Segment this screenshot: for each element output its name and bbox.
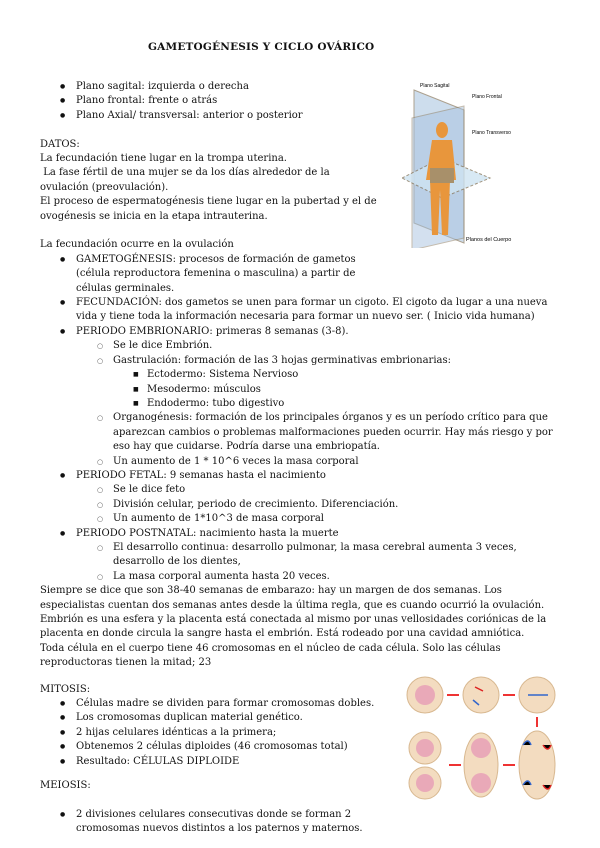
list-item: ● Plano sagital: izquierda o derecha (40, 80, 560, 94)
list-item: ○ Organogénesis: formación de los principales órganos y es un período crítico para que aparezcan cambios o problemas malformaciones pueden ocurrir. Hay más riesgo y por eso hay que cuidarse. Podría darse una embriopatía. (40, 411, 560, 454)
meiosis-heading: MEIOSIS: (40, 780, 91, 792)
list-item: ● 2 hijas celulares idénticas a la primera; (40, 726, 560, 740)
list-item: ● PERIODO EMBRIONARIO: primeras 8 semanas (3-8). (40, 325, 560, 339)
list-item: ● Resultado: CÉLULAS DIPLOIDE (40, 755, 560, 769)
list-item: ● Obtenemos 2 células diploides (46 cromosomas total) (40, 740, 560, 754)
datos-heading: DATOS: (40, 138, 80, 150)
paragraph: La fase fértil de una mujer se da los días alrededor de la ovulación (preovulación). (40, 167, 333, 193)
list-item: ● Plano frontal: frente o atrás (40, 94, 560, 108)
list-item: ○ Un aumento de 1 * 10^6 veces la masa corporal (40, 455, 560, 469)
list-item: ○ La masa corporal aumenta hasta 20 veces. (40, 570, 560, 584)
body-planes-figure (402, 78, 522, 248)
list-item: ● GAMETOGÉNESIS: procesos de formación de gametos (célula reproductora femenina o masculina) a partir de células germinales. (40, 253, 366, 296)
mitosis-heading: MITOSIS: (40, 683, 91, 695)
paragraph: La fecundación ocurre en la ovulación (40, 239, 234, 251)
mitosis-illustration (403, 675, 563, 803)
page-title: GAMETOGÉNESIS Y CICLO OVÁRICO (148, 41, 375, 53)
figure-caption: Planos del Cuerpo (466, 237, 512, 243)
list-item: ● FECUNDACIÓN: dos gametos se unen para formar un cigoto. El cigoto da lugar a una nueva vida y tiene toda la información necesaria para formar un nuevo ser. ( Inicio vida humana) (40, 296, 560, 325)
list-item: ● Los cromosomas duplican material genético. (40, 711, 560, 725)
body-planes-illustration (402, 78, 522, 248)
plane-label: Plano Frontal (472, 94, 502, 100)
list-item: ○ Se le dice feto (40, 483, 560, 497)
paragraph: El proceso de espermatogénesis tiene lugar en la pubertad y el de ovogénesis se inicia en la etapa intrauterina. (40, 196, 377, 222)
list-item: ● 2 divisiones celulares consecutivas donde se forman 2 cromosomas nuevos distintos a los paternos y maternos. (40, 808, 386, 837)
list-item: ○ Gastrulación: formación de las 3 hojas germinativas embrionarias: (40, 354, 560, 368)
paragraph: Embrión es una esfera y la placenta está conectada al mismo por unas vellosidades coriónicas de la placenta en donde circula la sangre hasta el embrión. Está rodeado por una cavidad amniótica. (40, 614, 547, 640)
list-item: ■ Mesodermo: músculos (40, 383, 560, 397)
paragraph: Siempre se dice que son 38-40 semanas de embarazo: hay un margen de dos semanas. Los especialistas cuentan dos semanas antes desde la última regla, que es cuando ocurrió la ovulación. (40, 585, 545, 611)
list-item: ○ El desarrollo continua: desarrollo pulmonar, la masa cerebral aumenta 3 veces, desarrollo de los dientes, (40, 541, 560, 570)
list-item: ■ Ectodermo: Sistema Nervioso (40, 368, 560, 382)
list-item: ■ Endodermo: tubo digestivo (40, 397, 560, 411)
plane-label: Plano Transverso (472, 130, 511, 136)
list-item: ● PERIODO POSTNATAL: nacimiento hasta la muerte (40, 527, 560, 541)
list-item: ● PERIODO FETAL: 9 semanas hasta el nacimiento (40, 469, 560, 483)
paragraph: La fecundación tiene lugar en la trompa uterina. (40, 153, 287, 165)
list-item: ● Plano Axial/ transversal: anterior o posterior (40, 109, 560, 123)
mitosis-stages-figure (403, 675, 563, 803)
list-item: ○ Un aumento de 1*10^3 de masa corporal (40, 512, 560, 526)
paragraph: Toda célula en el cuerpo tiene 46 cromosomas en el núcleo de cada célula. Solo las células reproductoras tienen la mitad; 23 (40, 642, 501, 669)
list-item: ● Células madre se dividen para formar cromosomas dobles. (40, 697, 560, 711)
plane-label: Plano Sagital (420, 83, 450, 89)
list-item: ○ División celular, periodo de crecimiento. Diferenciación. (40, 498, 560, 512)
list-item: ○ Se le dice Embrión. (40, 339, 560, 353)
